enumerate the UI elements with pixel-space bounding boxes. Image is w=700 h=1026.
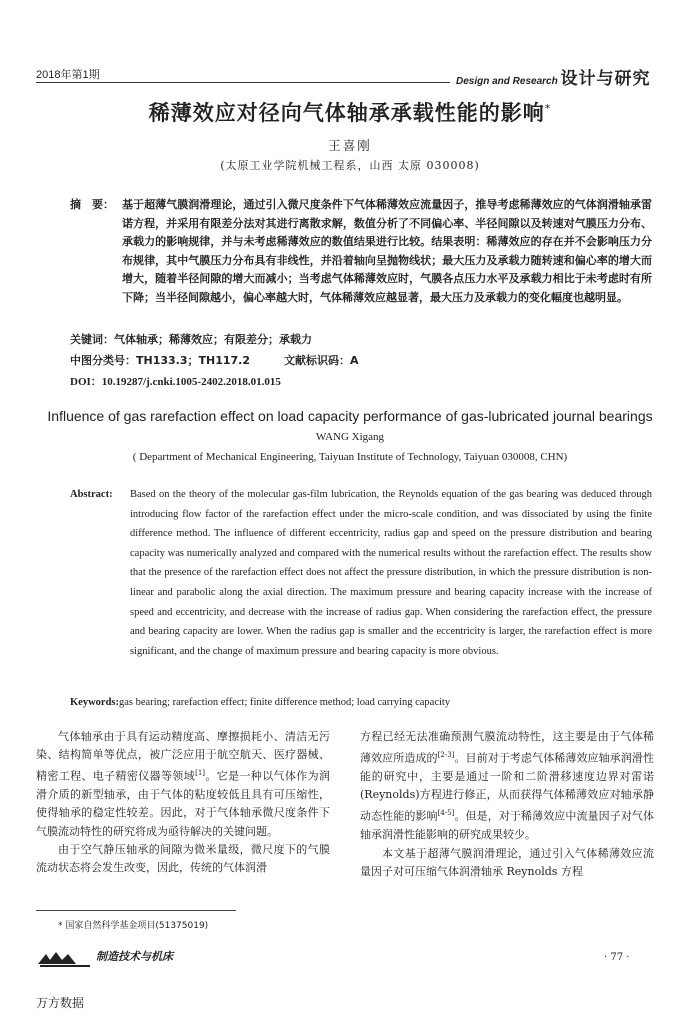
footnote-rule [36, 910, 236, 911]
section-header [456, 64, 651, 89]
document-code: 文献标识码：A [284, 354, 359, 367]
citation: [1] [195, 769, 206, 778]
watermark: 万方数据 [36, 996, 85, 1010]
paper-title-text: 稀薄效应对径向气体轴承承载性能的影响 [148, 101, 545, 125]
body-text: 。它是一种以气体作为润滑介质的新型轴承，由于气体的粘度较低且具有可压缩性，使得轴承的稳定性较差。因此，对于气体轴承微尺度条件下气膜流动特性的研究将成为亟待解决的关键问题。 [36, 770, 331, 838]
keywords-en-label: Keywords: [70, 697, 119, 708]
author-en: WANG Xigang [315, 431, 385, 443]
journal-issue: 2018年第1期 [36, 69, 100, 81]
body-text: 气体轴承由于具有运动精度高、摩擦损耗小、清洁无污染、结构简单等优点，被广泛应用于航空航天、医疗器械、精密工程、电子精密仪器等领域 [36, 730, 330, 784]
section-header-en: Design and Research [456, 76, 558, 87]
clc-number: 中图分类号：TH133.3；TH117.2 [70, 354, 251, 367]
citation: [4-5] [437, 809, 455, 818]
abstract-cn-text: 基于超薄气膜润滑理论，通过引入微尺度条件下气体稀薄效应流量因子，推导考虑稀薄效应的气体润滑轴承雷诺方程，并采用有限差分法对其进行离散求解，数值分析了不同偏心率、半径间隙以及转速对气膜压力分布、承载力的影响规律，并与未考虑稀薄效应的数值结果进行比较。结果表明：稀薄效应的存在并不会影响压力分布规律，其中气膜压力分布具有非线性，并沿着轴向呈抛物线状；最大压力及承载力随转速和偏心率的增大而增大，随着半径间隙的增大而减小；当考虑气体稀薄效应时，气膜各点压力水平及承载力相比于未考虑时有所下降；当半径间隙越小，偏心率越大时，气体稀薄效应越显著，最大压力及承载力的变化幅度也越明显。 [122, 198, 652, 304]
footnote: * 国家自然科学基金项目(51375019) [58, 921, 209, 931]
body-text: 。但是，对于稀薄效应中流量因子对气体轴承润滑性能影响的研究成果较少。 [360, 810, 655, 842]
keywords-en [70, 697, 450, 708]
body-paragraph: 本文基于超薄气膜润滑理论，通过引入气体稀薄效应流量因子对可压缩气体润滑轴承 Reynolds 方程 [360, 846, 654, 878]
body-paragraph [360, 728, 654, 845]
author: 王喜刚 [328, 138, 372, 153]
abstract-en-text: Based on the theory of the molecular gas-film lubrication, the Reynolds equation of the gas bearing was deduced through introducing flow factor of the rarefaction effect under the micro-scale condition, and was dissociated by using the finite difference method. The influence of different eccentricity, radius gap and speed on the pressure distribution and bearing capacity was numerically analyzed and compared with the numerical results without the rarefaction effect. The results show that the presence of the rarefaction effect does not affect the pressure distribution, in which the pressure distribution is non-linear and parabolic along the axial direction. The maximum pressure and bearing capacity increase with the increase of speed and eccentricity, and decrease with the increase of radius gap. When considering the rarefaction effect, the pressure and bearing capacity are lower. When the radius gap is smaller and the eccentricity is larger, the rarefaction effect is more significant, and the change of maximum pressure and bearing capacity is more obvious. [130, 489, 652, 657]
paper-title [0, 97, 700, 127]
title-footnote-mark: * [544, 102, 552, 115]
abstract-en-label: Abstract: [70, 489, 113, 500]
body-paragraph [36, 728, 330, 841]
abstract-cn-label: 摘 要： [70, 198, 114, 211]
body-column-left [36, 728, 330, 877]
header-rule [36, 82, 450, 83]
body-text: 方程已经无法准确预测气膜流动特性，这主要是由于气体稀薄效应所造成的 [360, 730, 654, 765]
paper-title-en: Influence of gas rarefaction effect on load capacity performance of gas-lubricated journal bearings [47, 408, 653, 424]
affiliation: (太原工业学院机械工程系，山西 太原 030008) [220, 159, 480, 172]
section-header-cn: 设计与研究 [560, 69, 651, 89]
journal-logo-text: 制造技术与机床 [96, 950, 173, 963]
keywords-en-text: gas bearing; rarefaction effect; finite difference method; load carrying capacity [119, 697, 451, 708]
page-number: · 77 · [604, 952, 630, 963]
affiliation-en: ( Department of Mechanical Engineering, Taiyuan Institute of Technology, Taiyuan 030008, CHN) [132, 451, 568, 463]
body-column-right [360, 728, 654, 881]
abstract-cn [70, 196, 652, 308]
abstract-en [70, 485, 652, 661]
body-paragraph: 由于空气静压轴承的间隙为微米量级，微尺度下的气膜流动状态将会发生改变，因此，传统的气体润滑 [36, 842, 330, 875]
keywords-cn: 关键词：气体轴承；稀薄效应；有限差分；承载力 [70, 333, 312, 346]
body-text: 。目前对于考虑气体稀薄效应轴承润滑性能的研究中，主要是通过一阶和二阶滑移速度边界对雷诺(Reynolds)方程进行修正，从而获得气体稀薄效应对轴承静动态性能的影响 [360, 751, 655, 824]
doi: DOI：10.19287/j.cnki.1005-2402.2018.01.015 [70, 376, 281, 388]
citation: [2-3] [437, 751, 455, 760]
